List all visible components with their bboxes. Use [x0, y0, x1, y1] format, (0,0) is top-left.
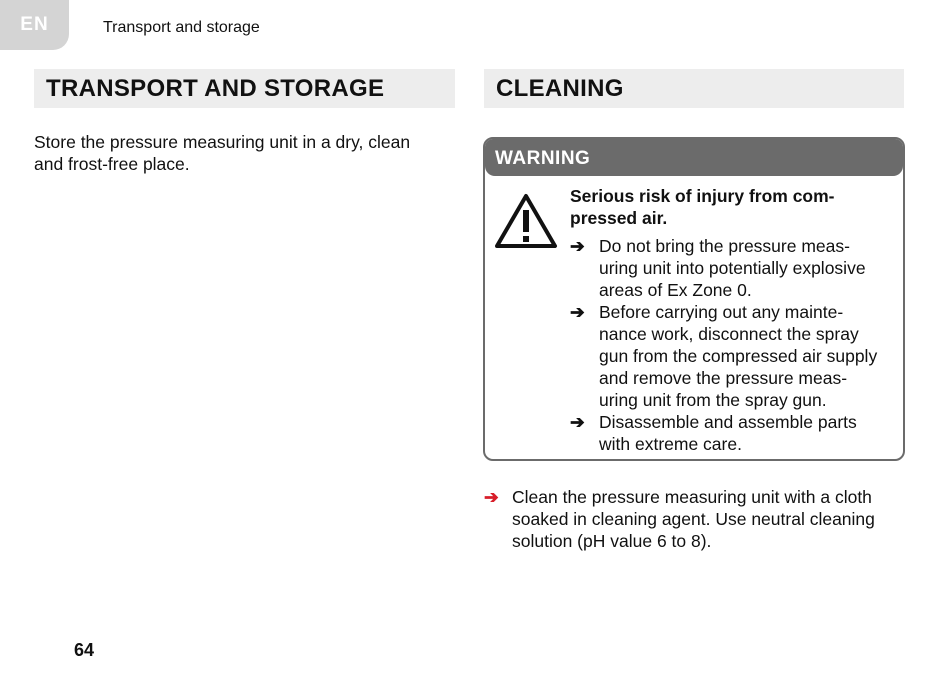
- item-line: nance work, disconnect the spray: [599, 324, 859, 344]
- text-line: and frost-free place.: [34, 154, 190, 174]
- item-line: Before carrying out any mainte-: [599, 302, 844, 322]
- cleaning-heading: CLEANING: [484, 69, 904, 108]
- page-number: 64: [74, 640, 95, 660]
- text-line: Store the pressure measuring unit in a dry, clean: [34, 132, 411, 152]
- warning-triangle-icon: [494, 192, 558, 250]
- warning-label: WARNING: [485, 139, 903, 176]
- item-line: Disassemble and assemble parts: [599, 412, 857, 432]
- warning-box: [483, 137, 905, 461]
- item-line: and remove the pressure meas-: [599, 368, 848, 388]
- item-line: uring unit into potentially explosive: [599, 258, 866, 278]
- instruction-line: solution (pH value 6 to 8).: [512, 531, 712, 551]
- warning-title-line: Serious risk of injury from com-: [570, 186, 835, 206]
- warning-item: [570, 301, 900, 411]
- arrow-right-icon: ➔: [570, 302, 585, 322]
- warning-item: [570, 411, 900, 455]
- item-line: gun from the compressed air supply: [599, 346, 878, 366]
- cleaning-instruction: [484, 486, 904, 552]
- item-line: areas of Ex Zone 0.: [599, 280, 752, 300]
- warning-title: [570, 185, 870, 229]
- item-line: with extreme care.: [599, 434, 742, 454]
- language-tab: EN: [0, 0, 69, 50]
- instruction-line: Clean the pressure measuring unit with a cloth: [512, 487, 872, 507]
- instruction-line: soaked in cleaning agent. Use neutral cleaning: [512, 509, 875, 529]
- warning-title-line: pressed air.: [570, 208, 668, 228]
- transport-storage-heading: TRANSPORT AND STORAGE: [34, 69, 455, 108]
- transport-storage-text: [34, 131, 454, 175]
- item-line: Do not bring the pressure meas-: [599, 236, 850, 256]
- arrow-right-icon: ➔: [570, 236, 585, 256]
- item-line: uring unit from the spray gun.: [599, 390, 827, 410]
- warning-list: [570, 235, 900, 455]
- red-arrow-icon: ➔: [484, 487, 499, 507]
- running-header: Transport and storage: [103, 19, 260, 36]
- warning-item: [570, 235, 900, 301]
- arrow-right-icon: ➔: [570, 412, 585, 432]
